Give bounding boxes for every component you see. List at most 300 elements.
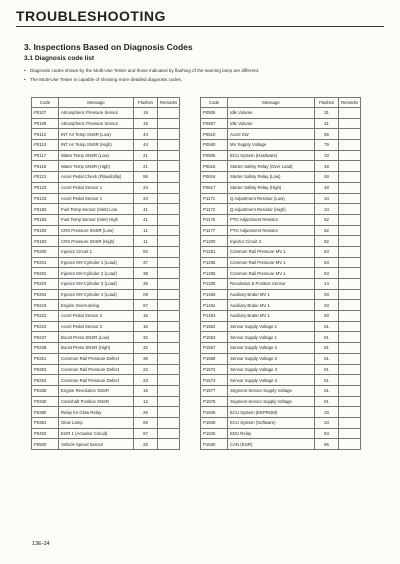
cell-remarks [158, 321, 180, 332]
table-row [32, 182, 180, 193]
column-header-code: Code [201, 98, 228, 108]
cell-message: EGR 1 (Actuator Circuit) [59, 428, 134, 439]
cell-remarks [158, 182, 180, 193]
cell-code: P0113 [32, 140, 59, 151]
cell-message: Q Adjustment Resistor (High) [228, 204, 315, 215]
table-row [201, 257, 361, 268]
table-row [201, 439, 361, 450]
cell-flashes: 14 [315, 279, 339, 290]
cell-message: Water Temp SNSR (High) [59, 161, 134, 172]
table-row [32, 300, 180, 311]
cell-message: CRS Pressure SNSR (High) [59, 236, 134, 247]
cell-code: P0335 [32, 385, 59, 396]
cell-remarks [339, 407, 361, 418]
cell-flashes: 61 [315, 343, 339, 354]
cell-code: P1562 [201, 321, 228, 332]
table-row [32, 407, 180, 418]
cell-message: Sensor Supply Voltage 2 [228, 343, 315, 354]
cell-flashes: 38 [134, 268, 158, 279]
cell-flashes: 31 [315, 108, 339, 119]
table-row [32, 193, 180, 204]
cell-code: P1606 [201, 417, 228, 428]
cell-message: Sensor Supply Voltage 1 [228, 321, 315, 332]
cell-message: Auxiliary Brake MV 1 [228, 289, 315, 300]
page-header [16, 8, 384, 27]
column-header-flashes: Flashes [315, 98, 339, 108]
cell-remarks [339, 332, 361, 343]
cell-code: P0222 [32, 311, 59, 322]
cell-flashes: 39 [134, 279, 158, 290]
cell-code: P0219 [32, 300, 59, 311]
cell-flashes: 62 [315, 225, 339, 236]
cell-remarks [339, 193, 361, 204]
table-row [201, 385, 361, 396]
cell-code: P1176 [201, 214, 228, 225]
cell-code: P0617 [201, 182, 228, 193]
cell-code: P0201 [32, 257, 59, 268]
cell-message: Starter Safety Relay (Low) [228, 172, 315, 183]
cell-message: Injector MV-Cylinder 3 (Load) [59, 279, 134, 290]
cell-flashes: 61 [315, 353, 339, 364]
cell-remarks [158, 172, 180, 183]
cell-code: P0203 [32, 279, 59, 290]
cell-message: Common Rail Pressure Defect [59, 353, 134, 364]
cell-flashes: 67 [134, 300, 158, 311]
cell-flashes: 32 [134, 332, 158, 343]
section-title: 3. Inspections Based on Diagnosis Codes [24, 42, 193, 52]
cell-flashes: 63 [315, 268, 339, 279]
table-row [201, 204, 361, 215]
cell-remarks [339, 375, 361, 386]
table-row [32, 396, 180, 407]
cell-code: P0192 [32, 225, 59, 236]
cell-flashes: 93 [315, 300, 339, 311]
cell-message: Accel SW [228, 129, 315, 140]
subsection-title: 3.1 Diagnosis code list [24, 55, 95, 62]
cell-remarks [158, 236, 180, 247]
table-row [201, 428, 361, 439]
cell-message: CAN (EGR) [228, 439, 315, 450]
cell-code: P0183 [32, 214, 59, 225]
cell-code: P0121 [32, 172, 59, 183]
cell-code: P0403 [32, 428, 59, 439]
cell-remarks [158, 417, 180, 428]
column-header-code: Code [32, 98, 59, 108]
cell-remarks [158, 279, 180, 290]
table-row [201, 182, 361, 193]
cell-remarks [158, 332, 180, 343]
table-row [32, 236, 180, 247]
column-header-remarks: Remarks [339, 98, 361, 108]
cell-remarks [158, 407, 180, 418]
cell-code: P1577 [201, 385, 228, 396]
cell-remarks [158, 268, 180, 279]
table-row [32, 311, 180, 322]
cell-message: Accel Pedal Sensor 2 [59, 321, 134, 332]
table-row [201, 279, 361, 290]
table-row [201, 108, 361, 119]
cell-code: P1200 [201, 236, 228, 247]
table-row [32, 385, 180, 396]
cell-code: P1625 [201, 428, 228, 439]
cell-remarks [339, 182, 361, 193]
cell-remarks [158, 225, 180, 236]
table-row [32, 364, 180, 375]
cell-code: P0107 [32, 108, 59, 119]
cell-remarks [158, 204, 180, 215]
table-row [201, 417, 361, 428]
cell-remarks [339, 118, 361, 129]
cell-code: P0237 [32, 332, 59, 343]
cell-message: INT Air Temp SNSR (High) [59, 140, 134, 151]
cell-code: P0340 [32, 396, 59, 407]
cell-code: P1630 [201, 439, 228, 450]
table-row [32, 204, 180, 215]
cell-message: Glow Lamp [59, 417, 134, 428]
table-row [32, 225, 180, 236]
cell-code: P0500 [32, 439, 59, 450]
table-row [32, 332, 180, 343]
cell-message: Starter Safety Relay (High) [228, 182, 315, 193]
cell-remarks [158, 108, 180, 119]
cell-remarks [339, 108, 361, 119]
table-row [32, 375, 180, 386]
cell-code: P0253 [32, 364, 59, 375]
cell-flashes: 33 [315, 417, 339, 428]
cell-remarks [158, 375, 180, 386]
cell-remarks [339, 161, 361, 172]
cell-remarks [339, 343, 361, 354]
cell-message: Camshaft Position SNSR [59, 396, 134, 407]
cell-flashes: 67 [134, 428, 158, 439]
cell-remarks [339, 289, 361, 300]
table-row [32, 257, 180, 268]
table-row [201, 225, 361, 236]
cell-code: P1567 [201, 343, 228, 354]
cell-flashes: 41 [134, 204, 158, 215]
cell-flashes: 19 [134, 118, 158, 129]
cell-message: Idle Volume [228, 108, 315, 119]
table-row [201, 332, 361, 343]
cell-remarks [339, 140, 361, 151]
table-row [201, 236, 361, 247]
cell-flashes: 34 [315, 193, 339, 204]
cell-code: P0202 [32, 268, 59, 279]
cell-flashes: 37 [134, 257, 158, 268]
cell-code: P1177 [201, 225, 228, 236]
table-row [201, 289, 361, 300]
table-row [201, 353, 361, 364]
table-row [32, 417, 180, 428]
cell-message: Atmospheric Pressure Sensor [59, 108, 134, 119]
cell-code: P0507 [201, 118, 228, 129]
table-row [32, 118, 180, 129]
cell-message: Segment Sensor Supply Voltage [228, 385, 315, 396]
cell-code: P1255 [201, 257, 228, 268]
table-row [32, 439, 180, 450]
cell-flashes: 09 [134, 289, 158, 300]
cell-message: Common Rail Pressure MV 1 [228, 246, 315, 257]
cell-code: P1335 [201, 279, 228, 290]
cell-message: Sensor Supply Voltage 1 [228, 332, 315, 343]
cell-message: Idle Volume [228, 118, 315, 129]
cell-remarks [158, 193, 180, 204]
cell-message: Starter Safety Relay (Over Load) [228, 161, 315, 172]
cell-flashes: 61 [315, 396, 339, 407]
cell-message: Sensor Supply Voltage 2 [228, 353, 315, 364]
cell-flashes: 48 [315, 172, 339, 183]
cell-code: P1579 [201, 396, 228, 407]
cell-message: Sensor Supply Voltage 3 [228, 375, 315, 386]
table-row [32, 108, 180, 119]
table-row [201, 343, 361, 354]
cell-flashes: 93 [315, 289, 339, 300]
cell-remarks [339, 439, 361, 450]
cell-flashes: 61 [315, 364, 339, 375]
cell-code: P1256 [201, 268, 228, 279]
table-row [32, 161, 180, 172]
cell-flashes: 69 [134, 417, 158, 428]
cell-code: P0117 [32, 150, 59, 161]
cell-flashes: 34 [315, 204, 339, 215]
cell-flashes: 82 [134, 246, 158, 257]
table-row [201, 140, 361, 151]
cell-remarks [339, 364, 361, 375]
cell-remarks [158, 118, 180, 129]
cell-message: CRS Pressure SNSR (Low) [59, 225, 134, 236]
cell-flashes: 44 [134, 140, 158, 151]
cell-flashes: 84 [315, 428, 339, 439]
table-row [201, 129, 361, 140]
cell-code: P0380 [32, 407, 59, 418]
table-row [32, 321, 180, 332]
table-row [201, 407, 361, 418]
cell-code: P0193 [32, 236, 59, 247]
cell-message: INT Air Temp SNSR (Low) [59, 129, 134, 140]
cell-remarks [158, 343, 180, 354]
cell-flashes: 21 [134, 150, 158, 161]
cell-remarks [158, 257, 180, 268]
cell-code: P1251 [201, 246, 228, 257]
cell-code: P0200 [32, 246, 59, 257]
table-row [201, 150, 361, 161]
cell-flashes: 93 [315, 311, 339, 322]
cell-code: P0122 [32, 182, 59, 193]
cell-message: Accel Pedal Check (Plausibility) [59, 172, 134, 183]
cell-code: P0204 [32, 289, 59, 300]
diagnosis-code-table-right [200, 97, 361, 450]
cell-remarks [339, 353, 361, 364]
cell-remarks [158, 428, 180, 439]
cell-message: MV Supply Voltage [228, 140, 315, 151]
table-row [201, 321, 361, 332]
cell-message: Injector MV-Cylinder 1 (Load) [59, 257, 134, 268]
cell-message: Boost Press SNSR (Low) [59, 332, 134, 343]
cell-remarks [339, 150, 361, 161]
table-row [32, 353, 180, 364]
cell-flashes: 16 [134, 321, 158, 332]
cell-remarks [339, 396, 361, 407]
table-row [32, 343, 180, 354]
cell-remarks [339, 321, 361, 332]
cell-remarks [339, 172, 361, 183]
cell-code: P0381 [32, 417, 59, 428]
cell-code: P0560 [201, 140, 228, 151]
cell-code: P0510 [201, 129, 228, 140]
cell-remarks [339, 225, 361, 236]
column-header-message: Message [59, 98, 134, 108]
cell-code: P1462 [201, 300, 228, 311]
cell-remarks [158, 246, 180, 257]
cell-remarks [158, 385, 180, 396]
cell-flashes: 41 [134, 214, 158, 225]
cell-code: P0112 [32, 129, 59, 140]
cell-remarks [158, 439, 180, 450]
cell-message: ECU System (EEPROM) [228, 407, 315, 418]
cell-message: Vehicle Speed Sensor [59, 439, 134, 450]
cell-remarks [339, 214, 361, 225]
cell-remarks [158, 129, 180, 140]
cell-flashes: 31 [315, 118, 339, 129]
cell-flashes: 63 [315, 246, 339, 257]
cell-code: P0254 [32, 375, 59, 386]
table-row [201, 246, 361, 257]
cell-message: Common Rail Pressure Defect [59, 375, 134, 386]
cell-flashes: 24 [134, 193, 158, 204]
cell-flashes: 48 [315, 161, 339, 172]
cell-code: P1172 [201, 204, 228, 215]
cell-remarks [158, 353, 180, 364]
cell-message: Injector Circuit 2 [228, 236, 315, 247]
cell-message: PTO Adjustment Resistor [228, 214, 315, 225]
cell-flashes: 44 [134, 129, 158, 140]
cell-remarks [339, 204, 361, 215]
cell-message: Common Rail Pressure Defect [59, 364, 134, 375]
cell-code: P0182 [32, 204, 59, 215]
cell-remarks [339, 257, 361, 268]
cell-code: P0123 [32, 193, 59, 204]
table-row [201, 311, 361, 322]
cell-flashes: 22 [134, 364, 158, 375]
cell-remarks [339, 428, 361, 439]
note-item: • Diagnosis codes shown by the Multi-Use Tester and those indicated by flashing of the warning lamp are different. [24, 68, 384, 74]
cell-code: P0238 [32, 343, 59, 354]
table-row [201, 193, 361, 204]
cell-message: Q Adjustment Resistor (Low) [228, 193, 315, 204]
cell-message: Injector MV-Cylinder 2 (Load) [59, 268, 134, 279]
table-row [32, 214, 180, 225]
cell-flashes: 36 [134, 353, 158, 364]
cell-remarks [339, 417, 361, 428]
cell-remarks [158, 214, 180, 225]
cell-flashes: 25 [134, 439, 158, 450]
cell-code: P0108 [32, 118, 59, 129]
cell-message: Fuel Temp Sensor (Inlet) Low [59, 204, 134, 215]
table-row [32, 246, 180, 257]
cell-code: P0223 [32, 321, 59, 332]
table-row [201, 118, 361, 129]
cell-code: P1573 [201, 375, 228, 386]
table-row [201, 364, 361, 375]
cell-remarks [339, 300, 361, 311]
cell-flashes: 61 [315, 332, 339, 343]
cell-code: P1568 [201, 353, 228, 364]
cell-code: P0506 [201, 108, 228, 119]
note-item: • The Multi-Use Tester is capable of showing more detailed diagnosis codes. [24, 77, 384, 83]
cell-code: P1171 [201, 193, 228, 204]
table-row [201, 375, 361, 386]
cell-code: P0616 [201, 172, 228, 183]
cell-flashes: 48 [315, 182, 339, 193]
cell-flashes: 33 [315, 407, 339, 418]
page-number: 13E-24 [32, 541, 50, 547]
table-row [32, 428, 180, 439]
cell-message: Auxiliary Brake MV 1 [228, 311, 315, 322]
cell-message: Accel Pedal Sensor 1 [59, 182, 134, 193]
table-row [32, 279, 180, 290]
cell-flashes: 24 [134, 182, 158, 193]
cell-message: Auxiliary Brake MV 1 [228, 300, 315, 311]
cell-flashes: 63 [315, 257, 339, 268]
cell-flashes: 86 [315, 439, 339, 450]
cell-code: P0605 [201, 150, 228, 161]
cell-code: P0251 [32, 353, 59, 364]
table-row [32, 150, 180, 161]
cell-message: ECU System (Software) [228, 417, 315, 428]
cell-message: Accel Pedal Sensor 1 [59, 193, 134, 204]
cell-remarks [158, 300, 180, 311]
cell-remarks [158, 289, 180, 300]
cell-remarks [158, 150, 180, 161]
cell-code: P1572 [201, 364, 228, 375]
cell-remarks [339, 129, 361, 140]
cell-message: Engine Overrunning [59, 300, 134, 311]
cell-remarks [339, 385, 361, 396]
table-row [32, 289, 180, 300]
cell-code: P1605 [201, 407, 228, 418]
cell-message: PTO Adjustment Resistor [228, 225, 315, 236]
table-header-row [201, 98, 361, 108]
cell-code: P1563 [201, 332, 228, 343]
cell-message: Segment Sensor Supply Voltage [228, 396, 315, 407]
cell-flashes: 21 [134, 161, 158, 172]
cell-remarks [339, 311, 361, 322]
cell-flashes: 79 [315, 140, 339, 151]
table-row [32, 172, 180, 183]
cell-message: Revolution & Position Sensor [228, 279, 315, 290]
header-title: TROUBLESHOOTING [16, 8, 166, 24]
table-row [32, 140, 180, 151]
cell-flashes: 61 [315, 375, 339, 386]
cell-flashes: 12 [134, 396, 158, 407]
cell-flashes: 62 [315, 214, 339, 225]
cell-code: P1466 [201, 289, 228, 300]
cell-flashes: 11 [134, 225, 158, 236]
cell-message: Fuel Temp Sensor (Inlet) High [59, 214, 134, 225]
cell-remarks [158, 311, 180, 322]
cell-flashes: 26 [134, 407, 158, 418]
cell-flashes: 32 [134, 343, 158, 354]
table-row [201, 214, 361, 225]
cell-code: P0615 [201, 161, 228, 172]
cell-message: Common Rail Pressure MV 1 [228, 268, 315, 279]
cell-remarks [339, 236, 361, 247]
cell-remarks [158, 396, 180, 407]
cell-flashes: 19 [134, 108, 158, 119]
table-row [201, 396, 361, 407]
cell-message: Boost Press SNSR (High) [59, 343, 134, 354]
notes-list [24, 68, 384, 85]
